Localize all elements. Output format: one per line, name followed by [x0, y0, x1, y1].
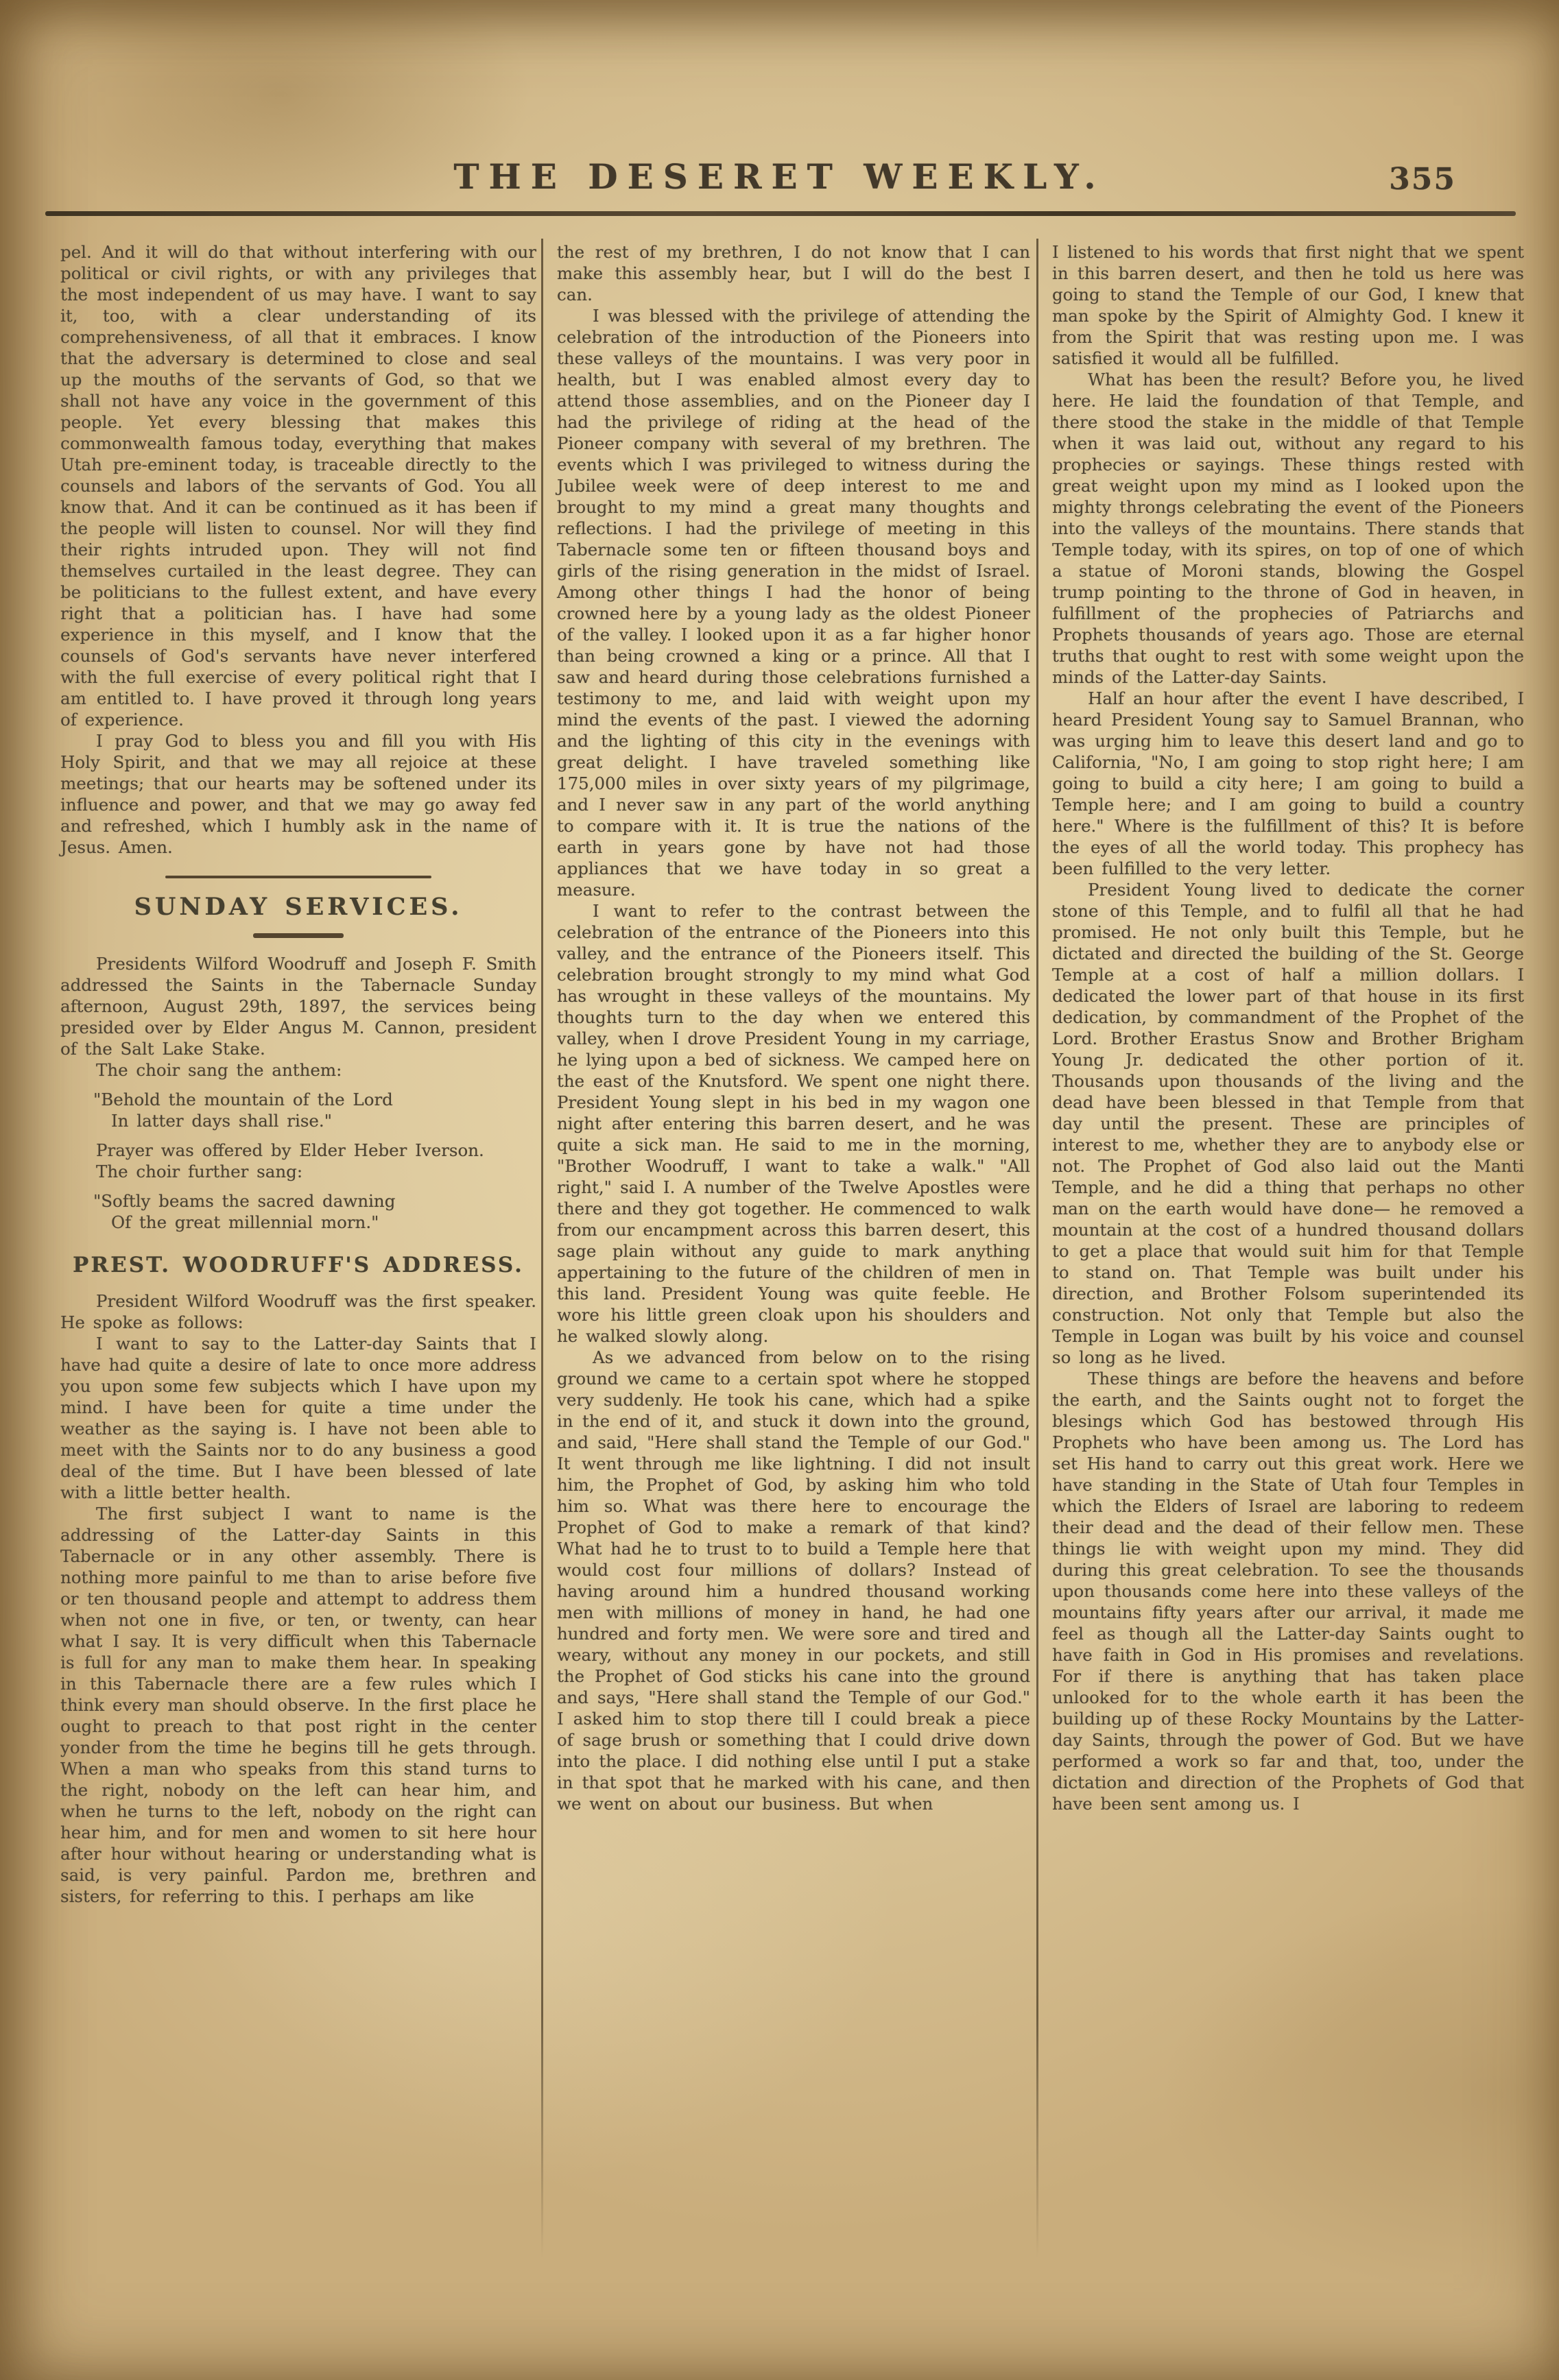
paragraph: As we advanced from below on to the rising ground we came to a certain spot where he stopped very suddenly. He took his cane, which had a spike in the end of it, and stuck it down into the ground, and said, "Here shall stand the Temple of our God." It went through me like lightning. I did not insult him, the Prophet of God, by asking him who told him so. What was there here to encourage the Prophet of God to make a remark of that kind? What had he to trust to to build a Temple here that would cost four millions of dollars? Instead of having around him a hundred thousand working men with millions of money in hand, he had one hundred and forty men. We were sore and tired and weary, without any money in our pockets, and still the Prophet of God sticks his cane into the ground and says, "Here shall stand the Temple of our God." I asked him to stop there till I could break a piece of sage brush or something that I could drive down into the place. I did nothing else until I put a stake in that spot that he marked with his cane, and then we went on about our business. But when [557, 1347, 1030, 1814]
text-column-2 [557, 241, 1030, 2326]
paragraph-continuation: I listened to his words that first night that we spent in this barren desert, and then he told us here was going to stand the Temple of our God, I knew that man spoke by the Spirit of Almighty God. I knew it from the Spirit that was resting upon me. I was satisfied it would all be fulfilled. [1052, 242, 1524, 368]
section-heading-woodruff-address: PREST. WOODRUFF'S ADDRESS. [73, 1253, 524, 1277]
text-column-3 [1052, 241, 1524, 2326]
paragraph: These things are before the heavens and before the earth, and the Saints ought not to forget the blesings which God has bestowed through His Prophets who have been among us. The Lord has set His hand to carry out this great work. Here we have standing in the State of Utah four Temples in which the Elders of Israel are laboring to redeem their dead and the dead of their fellow men. These things lie with weight upon my mind. They did during this great celebration. To see the thousands upon thousands come here into these valleys of the mountains fifty years after our arrival, it made me feel as though all the Latter-day Saints ought to have faith in God in His promises and revelations. For if there is anything that has taken place unlooked for to the whole earth it has been the building up of these Rocky Mountains by the Latter-day Saints, through the power of God. But we have performed a work so far and that, too, under the dictation and direction of the Prophets of God that have been sent among us. I [1052, 1369, 1524, 1814]
column-divider-rule [1036, 239, 1038, 2258]
paragraph: The first subject I want to name is the addressing of the Latter-day Saints in this Tabernacle or in any other assembly. There is nothing more painful to me than to arise before five or ten thousand people and attempt to address them when not one in five, or ten, or twenty, can hear what I say. It is very difficult when this Tabernacle is full for any man to make them hear. In speaking in this Tabernacle there are a few rules which I think every man should observe. In the first place he ought to preach to that post right in the center yonder from the time he begins till he gets through. When a man who speaks from this stand turns to the right, nobody on the left can hear him, and when he turns to the left, nobody on the right can hear him, and for men and women to sit here hour after hour without hearing or understanding what is said, is very painful. Pardon me, brethren and sisters, for referring to this. I perhaps am like [60, 1504, 536, 1906]
paragraph: The choir sang the anthem: [96, 1060, 342, 1080]
hymn-verse-line: "Behold the mountain of the Lord [93, 1090, 393, 1109]
paragraph: The choir further sang: [96, 1162, 303, 1181]
hymn-verse [93, 1089, 536, 1131]
paragraph: I pray God to bless you and fill you with His Holy Spirit, and that we may all rejoice at these meetings; that our hearts may be softened under its influence and power, and that we may go away fed and refreshed, which I humbly ask in the name of Jesus. Amen. [60, 731, 536, 857]
column-divider-rule [541, 239, 543, 2258]
hymn-verse-line: "Softly beams the sacred dawning [93, 1191, 396, 1211]
paragraph-continuation: the rest of my brethren, I do not know that I can make this assembly hear, but I will do the best I can. [557, 242, 1030, 304]
paragraph: Prayer was offered by Elder Heber Iverson. [96, 1140, 484, 1160]
page-number: 355 [1389, 162, 1456, 197]
paragraph: President Wilford Woodruff was the first speaker. He spoke as follows: [60, 1291, 536, 1332]
paragraph-continuation: pel. And it will do that without interfering with our political or civil rights, or with any privileges that the most independent of us may have. I want to say it, too, with a clear understanding of its comprehensiveness, of all that it embraces. I know that the adversary is determined to close and seal up the mouths of the servants of God, so that we shall not have any voice in the government of this people. Yet every blessing that makes this commonwealth famous today, everything that makes Utah pre-eminent today, is traceable directly to the counsels and labors of the servants of God. You all know that. And it can be continued as it has been if the people will listen to counsel. Nor will they find their rights intruded upon. They will not find themselves curtailed in the least degree. They can be politicians to the fullest extent, and have every right that a politician has. I have had some experience in this myself, and I know that the counsels of God's servants have never interfered with the full exercise of every political right that I am entitled to. I have proved it through long years of experience. [60, 242, 536, 730]
paragraph: I was blessed with the privilege of attending the celebration of the introduction of the Pioneers into these valleys of the mountains. I was very poor in health, but I was enabled almost every day to attend those assemblies, and on the Pioneer day I had the privilege of riding at the head of the Pioneer company with several of my brethren. The events which I was privileged to witness during the Jubilee week were of deep interest to me and brought to my mind a great many thoughts and reflections. I had the privilege of meeting in this Tabernacle some ten or fifteen thousand boys and girls of the rising generation in the midst of Israel. Among other things I had the honor of being crowned here by a young lady as the oldest Pioneer of the valley. I looked upon it as a far higher honor than being crowned a king or a prince. All that I saw and heard during those celebrations furnished a testimony to me, and laid with weight upon my mind the events of the past. I viewed the adorning and the lighting of this city in the evenings with great delight. I have traveled something like 175,000 miles in over sixty years of my pilgrimage, and I never saw in any part of the world anything to compare with it. It is true the nations of the earth in years gone by have not had those appliances that we have today in so great a measure. [557, 306, 1030, 900]
section-heading-sunday-services: SUNDAY SERVICES. [134, 893, 463, 921]
paragraph: I want to refer to the contrast between the celebration of the entrance of the Pioneers into this valley, and the entrance of the Pioneers itself. This celebration brought strongly to my mind what God has wrought in these valleys of the mountains. My thoughts turn to the day when we entered this valley, when I drove President Young in my carriage, he lying upon a bed of sickness. We camped here on the east of the Knutsford. We spent one night there. President Young slept in his bed in my wagon one night after entering this barren desert, and he was quite a sick man. He said to me in the morning, "Brother Woodruff, I want to take a walk." "All right," said I. A number of the Twelve Apostles were there and they got together. He commenced to walk from our encampment across this barren desert, this sage plain without any guide to mark anything appertaining to the future of the children of men in this land. President Young was quite feeble. He wore his little green cloak upon his shoulders and he walked slowly along. [557, 901, 1030, 1346]
paragraph: What has been the result? Before you, he lived here. He laid the foundation of that Temple, and there stood the stake in the middle of that Temple when it was laid out, without any regard to his prophecies or sayings. These things rested with great weight upon my mind as I looked upon the mighty throngs celebrating the event of the Pioneers into the valleys of the mountains. There stands that Temple today, with its spires, on top of one of which a statue of Moroni stands, blowing the Gospel trump pointing to the throne of God in heaven, in fulfillment of the prophecies of Patriarchs and Prophets thousands of years ago. Those are eternal truths that ought to rest with some weight upon the minds of the Latter-day Saints. [1052, 370, 1524, 687]
hymn-verse-line: In latter days shall rise." [111, 1111, 332, 1131]
masthead-title: THE DESERET WEEKLY. [453, 156, 1106, 197]
text-column-1 [60, 241, 536, 2326]
paragraph: President Young lived to dedicate the corner stone of this Temple, and to fulfil all that he had promised. He not only built this Temple, but he dictated and directed the building of the St. George Temple at a cost of half a million dollars. I dedicated the lower part of that house in its first dedication, by commandment of the Prophet of the Lord. Brother Erastus Snow and Brother Brigham Young Jr. dedicated the other portion of it. Thousands upon thousands of the living and the dead have been blessed in that Temple from that day until the present. These are principles of interest to me, whether they are to anybody else or not. The Prophet of God also laid out the Manti Temple, and he did a thing that perhaps no other man on the earth would have done— he removed a mountain at the cost of a hundred thousand dollars to get a place that would suit him for that Temple to stand on. That Temple was built under his direction, and Brother Folsom superintended its construction. Not only that Temple but also the Temple in Logan was built by his voice and counsel so long as he lived. [1052, 880, 1524, 1367]
masthead-rule [45, 211, 1516, 216]
section-divider-dash [253, 933, 344, 938]
paragraph: I want to say to the Latter-day Saints that I have had quite a desire of late to once more address you upon some few subjects which I have upon my mind. I have been for quite a time under the weather as the saying is. I have not been able to meet with the Saints nor to do any business a good deal of the time. But I have been blessed of late with a little better health. [60, 1334, 536, 1502]
hymn-verse-line: Of the great millennial morn." [111, 1212, 379, 1232]
hymn-verse [93, 1190, 536, 1233]
section-divider-rule [165, 876, 432, 878]
paragraph: Half an hour after the event I have described, I heard President Young say to Samuel Brannan, who was urging him to leave this desert land and go to California, "No, I am going to stop right here; I am going to build a city here; I am going to build a Temple here; and I am going to build a country here." Where is the fulfillment of this? It is before the eyes of all the world today. This prophecy has been fulfilled to the very letter. [1052, 688, 1524, 878]
paragraph: Presidents Wilford Woodruff and Joseph F. Smith addressed the Saints in the Tabernacle Sunday afternoon, August 29th, 1897, the services being presided over by Elder Angus M. Cannon, president of the Salt Lake Stake. [60, 954, 536, 1059]
